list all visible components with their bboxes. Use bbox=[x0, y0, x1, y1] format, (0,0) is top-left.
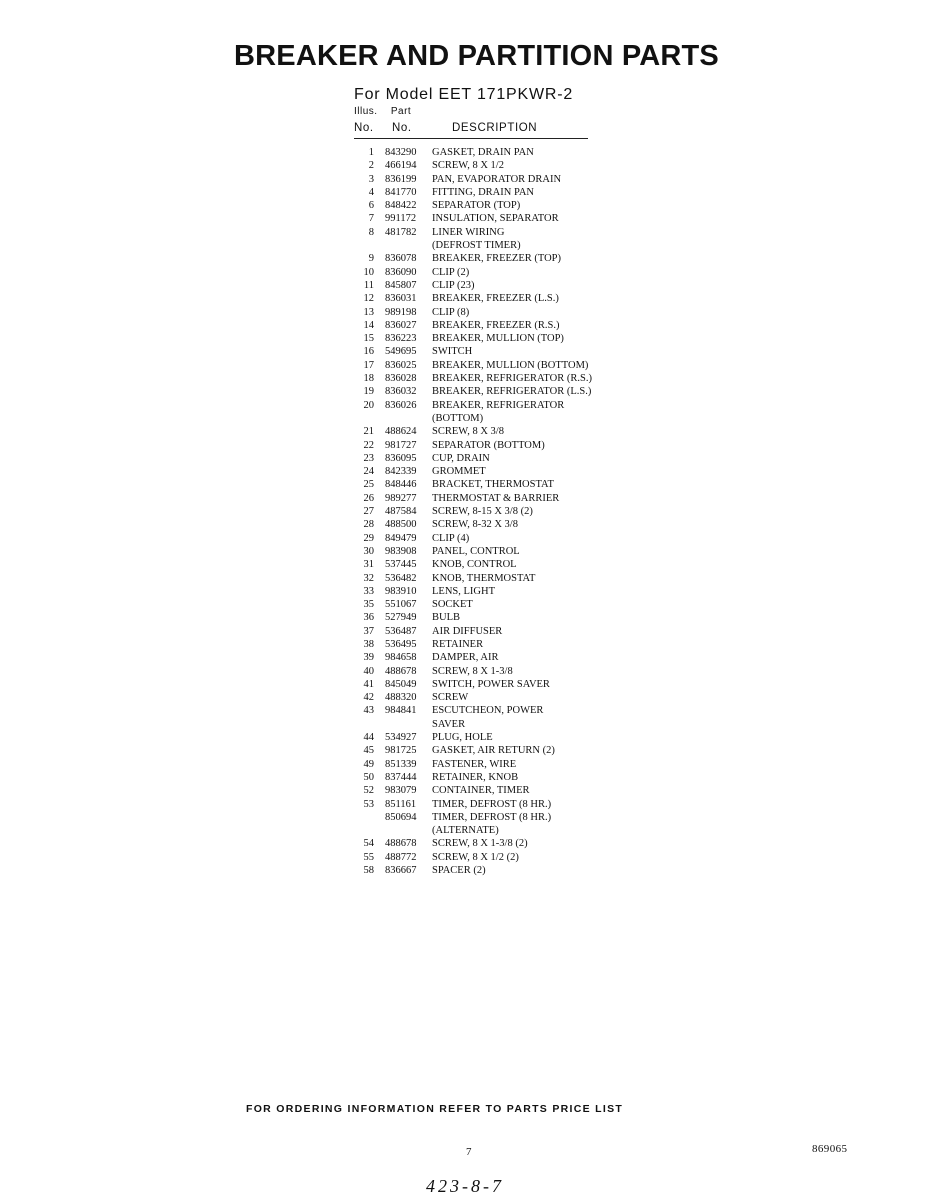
part-description: RETAINER bbox=[432, 638, 484, 650]
part-row bbox=[354, 837, 644, 850]
part-description: BULB bbox=[432, 612, 461, 624]
part-number: 836032 bbox=[385, 386, 417, 398]
part-row bbox=[354, 851, 644, 864]
part-row bbox=[354, 159, 644, 172]
part-description: SCREW, 8 X 1-3/8 bbox=[432, 665, 513, 677]
page-title: BREAKER AND PARTITION PARTS bbox=[234, 40, 719, 72]
part-description: CUP, DRAIN bbox=[432, 452, 490, 464]
part-description: BREAKER, FREEZER (TOP) bbox=[432, 253, 562, 265]
part-number: 851339 bbox=[385, 758, 417, 770]
illus-number: 8 bbox=[368, 226, 374, 238]
part-row bbox=[354, 758, 644, 771]
part-row-continuation bbox=[354, 412, 644, 425]
part-number: 836095 bbox=[385, 452, 417, 464]
part-description: LINER WIRING bbox=[432, 226, 505, 238]
part-description: FASTENER, WIRE bbox=[432, 758, 517, 770]
part-row bbox=[354, 811, 644, 824]
part-number: 836025 bbox=[385, 359, 417, 371]
illus-number: 18 bbox=[363, 373, 374, 385]
part-description: GASKET, DRAIN PAN bbox=[432, 147, 534, 158]
illus-number: 12 bbox=[363, 293, 374, 305]
part-description: GASKET, AIR RETURN (2) bbox=[432, 745, 555, 757]
part-number: 836078 bbox=[385, 253, 417, 265]
part-row bbox=[354, 332, 644, 345]
part-description: THERMOSTAT & BARRIER bbox=[432, 492, 560, 504]
part-number: 836223 bbox=[385, 333, 417, 345]
part-row bbox=[354, 212, 644, 225]
part-row bbox=[354, 492, 644, 505]
part-row-continuation bbox=[354, 824, 644, 837]
illus-number: 17 bbox=[363, 359, 374, 371]
part-number: 989198 bbox=[385, 306, 417, 318]
illus-number: 44 bbox=[363, 732, 374, 744]
part-row bbox=[354, 252, 644, 265]
part-number: 836031 bbox=[385, 293, 417, 305]
part-description: PLUG, HOLE bbox=[432, 732, 493, 744]
part-number: 481782 bbox=[385, 226, 417, 238]
part-description: BREAKER, FREEZER (R.S.) bbox=[432, 319, 560, 331]
part-number: 845049 bbox=[385, 678, 417, 690]
part-row bbox=[354, 345, 644, 358]
illus-number: 28 bbox=[363, 519, 374, 531]
part-number: 851161 bbox=[385, 798, 417, 810]
part-row bbox=[354, 704, 644, 717]
part-label: Part bbox=[390, 106, 412, 117]
part-description: CLIP (8) bbox=[432, 306, 470, 318]
page-number: 7 bbox=[466, 1146, 472, 1158]
part-number: 551067 bbox=[385, 599, 417, 611]
part-row bbox=[354, 864, 644, 877]
illus-number: 45 bbox=[363, 745, 374, 757]
part-number: 836028 bbox=[385, 373, 417, 385]
part-number: 984841 bbox=[385, 705, 417, 717]
illus-number: 9 bbox=[368, 253, 374, 265]
part-row bbox=[354, 678, 644, 691]
part-description: DAMPER, AIR bbox=[432, 652, 499, 664]
illus-number: 10 bbox=[363, 266, 374, 278]
part-description: SCREW, 8-15 X 3/8 (2) bbox=[432, 506, 533, 518]
col-head-part-no: No. bbox=[392, 122, 412, 134]
part-description: BREAKER, REFRIGERATOR (R.S.) bbox=[432, 373, 592, 385]
illus-number: 15 bbox=[363, 333, 374, 345]
part-description: GROMMET bbox=[432, 466, 486, 478]
part-description: LENS, LIGHT bbox=[432, 585, 495, 597]
part-description: BREAKER, REFRIGERATOR (L.S.) bbox=[432, 386, 592, 398]
part-number: 842339 bbox=[385, 466, 417, 478]
illus-number: 50 bbox=[363, 771, 374, 783]
part-row bbox=[354, 518, 644, 531]
illus-number: 22 bbox=[363, 439, 374, 451]
part-description: CONTAINER, TIMER bbox=[432, 785, 530, 797]
illus-number: 35 bbox=[363, 599, 374, 611]
part-number: 845807 bbox=[385, 279, 417, 291]
part-number: 488624 bbox=[385, 426, 417, 438]
illus-number: 13 bbox=[363, 306, 374, 318]
part-row bbox=[354, 691, 644, 704]
part-number: 488320 bbox=[385, 692, 417, 704]
illus-number: 41 bbox=[363, 678, 374, 690]
illus-number: 33 bbox=[363, 585, 374, 597]
part-number: 534927 bbox=[385, 732, 417, 744]
part-description: SAVER bbox=[432, 718, 466, 730]
part-number: 836026 bbox=[385, 399, 417, 411]
illus-number: 2 bbox=[368, 160, 374, 172]
illus-number: 16 bbox=[363, 346, 374, 358]
part-number: 984658 bbox=[385, 652, 417, 664]
part-row bbox=[354, 771, 644, 784]
part-number: 488772 bbox=[385, 851, 417, 863]
illus-number: 58 bbox=[363, 865, 374, 877]
part-row bbox=[354, 173, 644, 186]
part-description: KNOB, THERMOSTAT bbox=[432, 572, 536, 584]
part-number: 836199 bbox=[385, 173, 417, 185]
illus-number: 42 bbox=[363, 692, 374, 704]
part-number: 527949 bbox=[385, 612, 417, 624]
illus-number: 38 bbox=[363, 638, 374, 650]
part-number: 536482 bbox=[385, 572, 417, 584]
part-row bbox=[354, 425, 644, 438]
part-row bbox=[354, 638, 644, 651]
part-description: SEPARATOR (BOTTOM) bbox=[432, 439, 545, 451]
part-number: 981725 bbox=[385, 745, 417, 757]
illus-number: 26 bbox=[363, 492, 374, 504]
illus-number: 27 bbox=[363, 506, 374, 518]
illus-number: 19 bbox=[363, 386, 374, 398]
part-number: 849479 bbox=[385, 532, 417, 544]
illus-number: 21 bbox=[363, 426, 374, 438]
part-description: KNOB, CONTROL bbox=[432, 559, 517, 571]
part-description: BREAKER, MULLION (TOP) bbox=[432, 333, 564, 345]
part-row bbox=[354, 319, 644, 332]
part-number: 549695 bbox=[385, 346, 417, 358]
illus-number: 49 bbox=[363, 758, 374, 770]
part-row bbox=[354, 598, 644, 611]
part-number: 991172 bbox=[385, 213, 417, 225]
part-description: SOCKET bbox=[432, 599, 473, 611]
part-number: 983910 bbox=[385, 585, 417, 597]
part-row bbox=[354, 545, 644, 558]
document-number: 869065 bbox=[812, 1143, 848, 1155]
part-row bbox=[354, 731, 644, 744]
part-number: 488678 bbox=[385, 665, 417, 677]
part-number: 837444 bbox=[385, 771, 417, 783]
part-row bbox=[354, 465, 644, 478]
part-description: SCREW, 8 X 1-3/8 (2) bbox=[432, 838, 528, 850]
illus-number: 6 bbox=[368, 200, 374, 212]
part-description: BRACKET, THERMOSTAT bbox=[432, 479, 554, 491]
part-number: 989277 bbox=[385, 492, 417, 504]
part-row bbox=[354, 199, 644, 212]
part-description: AIR DIFFUSER bbox=[432, 625, 503, 637]
part-description: SEPARATOR (TOP) bbox=[432, 200, 521, 212]
part-row bbox=[354, 452, 644, 465]
illus-number: 31 bbox=[363, 559, 374, 571]
part-description: SWITCH, POWER SAVER bbox=[432, 678, 550, 690]
part-row bbox=[354, 359, 644, 372]
part-description: PANEL, CONTROL bbox=[432, 545, 520, 557]
illus-number: 7 bbox=[368, 213, 374, 225]
part-row bbox=[354, 611, 644, 624]
illus-number: 14 bbox=[363, 319, 374, 331]
part-row bbox=[354, 798, 644, 811]
illus-number: 36 bbox=[363, 612, 374, 624]
part-row bbox=[354, 572, 644, 585]
illus-number: 37 bbox=[363, 625, 374, 637]
illus-number: 20 bbox=[363, 399, 374, 411]
part-row bbox=[354, 625, 644, 638]
part-row bbox=[354, 279, 644, 292]
part-row bbox=[354, 651, 644, 664]
part-row bbox=[354, 505, 644, 518]
part-number: 466194 bbox=[385, 160, 417, 172]
part-number: 983908 bbox=[385, 545, 417, 557]
part-description: ESCUTCHEON, POWER bbox=[432, 705, 544, 717]
col-head-description: DESCRIPTION bbox=[452, 122, 538, 134]
part-description: BREAKER, MULLION (BOTTOM) bbox=[432, 359, 589, 371]
part-row bbox=[354, 372, 644, 385]
part-description: SCREW, 8 X 1/2 bbox=[432, 160, 504, 172]
part-number: 848422 bbox=[385, 200, 417, 212]
part-description: CLIP (2) bbox=[432, 266, 470, 278]
illus-number: 23 bbox=[363, 452, 374, 464]
illus-number: 32 bbox=[363, 572, 374, 584]
part-row bbox=[354, 478, 644, 491]
part-description: PAN, EVAPORATOR DRAIN bbox=[432, 173, 562, 185]
col-head-no: No. bbox=[354, 122, 374, 134]
part-description: BREAKER, FREEZER (L.S.) bbox=[432, 293, 559, 305]
illus-number: 25 bbox=[363, 479, 374, 491]
part-number: 850694 bbox=[385, 811, 417, 823]
illus-number: 3 bbox=[368, 173, 374, 185]
part-description: TIMER, DEFROST (8 HR.) bbox=[432, 811, 552, 823]
illus-number: 39 bbox=[363, 652, 374, 664]
part-number: 536495 bbox=[385, 638, 417, 650]
part-row bbox=[354, 532, 644, 545]
model-subtitle: For Model EET 171PKWR-2 bbox=[354, 86, 574, 103]
part-row bbox=[354, 146, 644, 159]
part-description: INSULATION, SEPARATOR bbox=[432, 213, 559, 225]
part-description: SCREW bbox=[432, 692, 469, 704]
illus-number: 43 bbox=[363, 705, 374, 717]
illus-number: 4 bbox=[368, 186, 374, 198]
part-row bbox=[354, 399, 644, 412]
part-row bbox=[354, 665, 644, 678]
part-row bbox=[354, 385, 644, 398]
part-description: (BOTTOM) bbox=[432, 412, 484, 424]
part-description: SCREW, 8 X 1/2 (2) bbox=[432, 851, 519, 863]
column-headers bbox=[354, 122, 588, 139]
part-number: 537445 bbox=[385, 559, 417, 571]
part-number: 983079 bbox=[385, 785, 417, 797]
illus-number: 40 bbox=[363, 665, 374, 677]
part-row bbox=[354, 186, 644, 199]
part-row bbox=[354, 266, 644, 279]
handwritten-note: 423-8-7 bbox=[426, 1176, 504, 1196]
part-row bbox=[354, 784, 644, 797]
part-description: TIMER, DEFROST (8 HR.) bbox=[432, 798, 552, 810]
illus-number: 11 bbox=[363, 279, 374, 291]
part-row bbox=[354, 585, 644, 598]
part-row bbox=[354, 439, 644, 452]
part-row bbox=[354, 306, 644, 319]
illus-number: 53 bbox=[363, 798, 374, 810]
part-description: FITTING, DRAIN PAN bbox=[432, 186, 534, 198]
part-row bbox=[354, 226, 644, 239]
part-number: 841770 bbox=[385, 186, 417, 198]
part-description: SPACER (2) bbox=[432, 865, 486, 877]
part-number: 848446 bbox=[385, 479, 417, 491]
illus-number: 1 bbox=[368, 147, 374, 158]
part-row-continuation bbox=[354, 239, 644, 252]
illus-number: 52 bbox=[363, 785, 374, 797]
illus-label: Illus. bbox=[354, 106, 378, 117]
part-description: BREAKER, REFRIGERATOR bbox=[432, 399, 565, 411]
illus-number: 54 bbox=[363, 838, 374, 850]
part-description: (DEFROST TIMER) bbox=[432, 240, 521, 252]
part-number: 487584 bbox=[385, 506, 417, 518]
part-description: (ALTERNATE) bbox=[432, 825, 499, 837]
part-description: SCREW, 8-32 X 3/8 bbox=[432, 519, 518, 531]
part-number: 536487 bbox=[385, 625, 417, 637]
part-number: 836027 bbox=[385, 319, 417, 331]
illus-number: 55 bbox=[363, 851, 374, 863]
part-number: 836090 bbox=[385, 266, 417, 278]
part-row bbox=[354, 558, 644, 571]
part-number: 836667 bbox=[385, 865, 417, 877]
illus-number: 29 bbox=[363, 532, 374, 544]
part-description: SCREW, 8 X 3/8 bbox=[432, 426, 504, 438]
part-description: CLIP (4) bbox=[432, 532, 470, 544]
part-description: SWITCH bbox=[432, 346, 473, 358]
part-number: 488500 bbox=[385, 519, 417, 531]
part-number: 488678 bbox=[385, 838, 417, 850]
part-description: CLIP (23) bbox=[432, 279, 475, 291]
part-row bbox=[354, 292, 644, 305]
part-row-continuation bbox=[354, 718, 644, 731]
part-number: 843290 bbox=[385, 147, 417, 158]
part-number: 981727 bbox=[385, 439, 417, 451]
ordering-info: FOR ORDERING INFORMATION REFER TO PARTS PRICE LIST bbox=[246, 1103, 624, 1115]
part-description: RETAINER, KNOB bbox=[432, 771, 519, 783]
parts-list bbox=[354, 146, 644, 877]
part-row bbox=[354, 744, 644, 757]
illus-number: 30 bbox=[363, 545, 374, 557]
illus-number: 24 bbox=[363, 466, 374, 478]
column-header-top bbox=[354, 106, 411, 117]
